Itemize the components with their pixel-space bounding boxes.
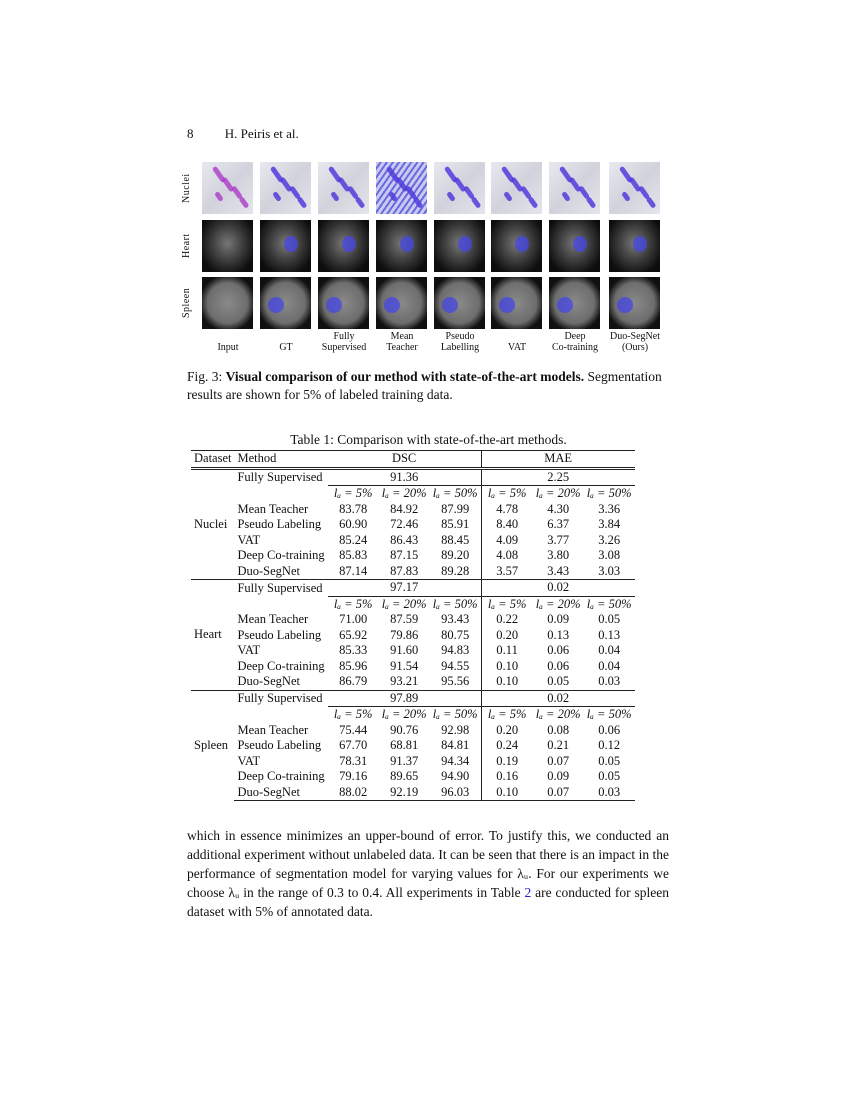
- metric-value: 91.37: [390, 753, 419, 768]
- metric-value: 3.57: [481, 564, 533, 580]
- metric-value: 0.10: [481, 659, 533, 675]
- metric-value: 89.65: [390, 769, 419, 784]
- fully-dsc: 97.89: [328, 690, 482, 707]
- metric-value: 0.06: [547, 643, 570, 658]
- method-blank: [234, 486, 327, 502]
- ratio-subheader-row: [191, 707, 635, 723]
- metric-value: 80.75: [441, 627, 470, 642]
- metric-value: 79.86: [390, 627, 419, 642]
- method-row: [191, 533, 635, 549]
- metric-value: 85.24: [339, 532, 368, 547]
- segmentation-image-heart-4: [434, 220, 485, 272]
- method-row: [191, 785, 635, 801]
- metric-value: 86.43: [390, 532, 419, 547]
- metric-value: 0.06: [547, 658, 570, 673]
- method-fully-supervised: Fully Supervised: [234, 690, 327, 707]
- segmentation-image-spleen-6: [549, 277, 600, 329]
- method-name: Duo-SegNet: [237, 563, 300, 578]
- metric-value: 71.00: [339, 612, 368, 627]
- segmentation-image-heart-6: [549, 220, 600, 272]
- metric-value: 0.09: [547, 612, 570, 627]
- metric-value: 87.15: [390, 548, 419, 563]
- segmentation-image-heart-0: [202, 220, 253, 272]
- metric-value: 4.08: [481, 548, 533, 564]
- method-name: Mean Teacher: [237, 722, 309, 737]
- segmentation-image-spleen-3: [376, 277, 427, 329]
- method-row: [191, 769, 635, 785]
- metric-value: 0.20: [481, 723, 533, 739]
- metric-value: 67.70: [339, 738, 368, 753]
- segmentation-image-nuclei-6: [549, 162, 600, 214]
- segmentation-image-spleen-5: [491, 277, 542, 329]
- column-label-6: Deep Co-training: [551, 331, 599, 353]
- method-name: Pseudo Labeling: [237, 517, 322, 532]
- caption-prefix: Fig. 3:: [187, 369, 226, 384]
- method-row: [191, 674, 635, 690]
- metric-value: 86.79: [339, 674, 368, 689]
- metric-value: 75.44: [339, 722, 368, 737]
- metric-value: 68.81: [390, 738, 419, 753]
- ratio-header: lₐ = 20%: [379, 596, 430, 612]
- metric-value: 3.84: [598, 517, 621, 532]
- metric-value: 92.19: [379, 785, 430, 801]
- method-blank: [234, 596, 327, 612]
- metric-value: 87.99: [441, 501, 470, 516]
- row-label-nuclei: Nuclei: [181, 173, 192, 203]
- segmentation-image-heart-5: [491, 220, 542, 272]
- column-label-4: Pseudo Labelling: [440, 331, 480, 353]
- ratio-header: lₐ = 20%: [533, 707, 584, 723]
- dataset-label-spleen: Spleen: [191, 690, 234, 801]
- metric-value: 0.06: [598, 722, 621, 737]
- metric-value: 89.28: [441, 563, 470, 578]
- ratio-header: lₐ = 50%: [430, 707, 482, 723]
- ratio-subheader-row: [191, 596, 635, 612]
- method-name: Mean Teacher: [237, 501, 309, 516]
- column-label-7: Duo-SegNet (Ours): [610, 331, 660, 353]
- method-row: [191, 659, 635, 675]
- metric-value: 93.21: [390, 674, 419, 689]
- segmentation-image-spleen-2: [318, 277, 369, 329]
- ratio-header: lₐ = 50%: [430, 486, 482, 502]
- column-label-3: Mean Teacher: [386, 331, 418, 353]
- metric-value: 92.98: [441, 722, 470, 737]
- metric-value: 85.96: [339, 658, 368, 673]
- metric-value: 94.34: [441, 753, 470, 768]
- method-name: Deep Co-training: [237, 658, 325, 673]
- metric-value: 3.08: [598, 548, 621, 563]
- ratio-header: lₐ = 5%: [481, 486, 533, 502]
- metric-value: 94.90: [441, 769, 470, 784]
- segmentation-image-spleen-4: [434, 277, 485, 329]
- metric-value: 88.02: [328, 785, 379, 801]
- metric-value: 93.43: [441, 612, 470, 627]
- metric-value: 95.56: [441, 674, 470, 689]
- metric-value: 3.36: [598, 501, 621, 516]
- method-name: Pseudo Labeling: [237, 738, 322, 753]
- dataset-label-heart: Heart: [191, 580, 234, 691]
- ratio-header: lₐ = 50%: [584, 707, 635, 723]
- fully-supervised-row: [191, 690, 635, 707]
- dataset-label-nuclei: Nuclei: [191, 468, 234, 580]
- figure-visual-comparison: [181, 160, 670, 360]
- metric-value: 0.24: [481, 738, 533, 754]
- metric-value: 0.03: [584, 785, 635, 801]
- fully-supervised-row: [191, 580, 635, 597]
- segmentation-image-nuclei-4: [434, 162, 485, 214]
- metric-value: 4.78: [481, 502, 533, 518]
- method-row: [191, 723, 635, 739]
- metric-value: 0.08: [547, 722, 570, 737]
- method-row: [191, 502, 635, 518]
- metric-value: 85.33: [339, 643, 368, 658]
- metric-value: 72.46: [390, 517, 419, 532]
- metric-value: 3.26: [598, 532, 621, 547]
- ratio-header: lₐ = 5%: [328, 707, 379, 723]
- metric-value: 0.07: [547, 753, 570, 768]
- metric-value: 0.07: [533, 785, 584, 801]
- metric-value: 60.90: [339, 517, 368, 532]
- metric-value: 78.31: [339, 753, 368, 768]
- table-reference-link[interactable]: 2: [524, 885, 532, 900]
- page-header: [187, 126, 299, 142]
- method-name: Deep Co-training: [237, 548, 325, 563]
- method-fully-supervised: Fully Supervised: [234, 468, 327, 486]
- metric-value: 83.78: [339, 501, 368, 516]
- metric-value: 0.04: [598, 658, 621, 673]
- method-row: [191, 564, 635, 580]
- metric-value: 87.14: [339, 563, 368, 578]
- results-table: [191, 450, 635, 801]
- method-name: VAT: [237, 532, 261, 547]
- fully-mae: 2.25: [481, 468, 635, 486]
- header-dsc: DSC: [328, 451, 482, 469]
- method-row: [191, 738, 635, 754]
- segmentation-image-heart-7: [609, 220, 660, 272]
- metric-value: 4.30: [547, 501, 570, 516]
- method-row: [191, 628, 635, 644]
- metric-value: 94.55: [441, 658, 470, 673]
- metric-value: 0.20: [481, 628, 533, 644]
- method-row: [191, 612, 635, 628]
- metric-value: 0.21: [547, 738, 570, 753]
- segmentation-image-spleen-0: [202, 277, 253, 329]
- metric-value: 96.03: [430, 785, 482, 801]
- metric-value: 0.05: [598, 612, 621, 627]
- method-name: Deep Co-training: [237, 769, 325, 784]
- ratio-header: lₐ = 20%: [533, 596, 584, 612]
- segmentation-image-spleen-1: [260, 277, 311, 329]
- metric-value: 0.13: [598, 627, 621, 642]
- method-row: [191, 517, 635, 533]
- metric-value: 0.13: [547, 627, 570, 642]
- segmentation-image-heart-3: [376, 220, 427, 272]
- column-label-5: VAT: [507, 342, 527, 353]
- table-title: Table 1: Comparison with state-of-the-art methods.: [290, 432, 567, 447]
- metric-value: 0.10: [481, 674, 533, 690]
- column-label-0: Input: [217, 342, 239, 353]
- metric-value: 0.10: [481, 785, 533, 801]
- method-name: Duo-SegNet: [237, 674, 300, 689]
- metric-value: 8.40: [481, 517, 533, 533]
- metric-value: 0.09: [547, 769, 570, 784]
- metric-value: 3.77: [547, 532, 570, 547]
- segmentation-image-heart-2: [318, 220, 369, 272]
- segmentation-image-nuclei-7: [609, 162, 660, 214]
- figure-caption: [187, 368, 667, 404]
- ratio-header: lₐ = 5%: [328, 596, 379, 612]
- metric-value: 85.83: [339, 548, 368, 563]
- ratio-header: lₐ = 5%: [481, 596, 533, 612]
- row-label-heart: Heart: [181, 233, 192, 259]
- method-fully-supervised: Fully Supervised: [234, 580, 327, 597]
- running-authors: H. Peiris et al.: [224, 126, 299, 141]
- metric-value: 0.05: [598, 753, 621, 768]
- row-label-spleen: Spleen: [181, 287, 192, 319]
- method-name: VAT: [237, 753, 261, 768]
- column-label-2: Fully Supervised: [321, 331, 367, 353]
- metric-value: 0.04: [598, 643, 621, 658]
- method-blank: [234, 707, 327, 723]
- method-row: [191, 548, 635, 564]
- ratio-header: lₐ = 5%: [481, 707, 533, 723]
- body-paragraph: [187, 826, 669, 921]
- method-name: Duo-SegNet: [234, 785, 327, 801]
- metric-value: 79.16: [339, 769, 368, 784]
- ratio-header: lₐ = 20%: [533, 486, 584, 502]
- metric-value: 3.80: [547, 548, 570, 563]
- caption-rest: Segmentation results are shown for 5% of labeled training data.: [187, 369, 662, 402]
- metric-value: 65.92: [339, 627, 368, 642]
- header-dataset: Dataset: [191, 451, 234, 469]
- metric-value: 91.54: [390, 658, 419, 673]
- metric-value: 0.05: [547, 674, 570, 689]
- method-name: Mean Teacher: [237, 612, 309, 627]
- table-header-row: [191, 451, 635, 469]
- metric-value: 88.45: [441, 532, 470, 547]
- metric-value: 87.83: [390, 563, 419, 578]
- metric-value: 0.05: [598, 769, 621, 784]
- fully-mae: 0.02: [481, 580, 635, 597]
- segmentation-image-nuclei-2: [318, 162, 369, 214]
- segmentation-image-nuclei-3: [376, 162, 427, 214]
- metric-value: 4.09: [481, 533, 533, 549]
- method-row: [191, 754, 635, 770]
- segmentation-image-spleen-7: [609, 277, 660, 329]
- fully-mae: 0.02: [481, 690, 635, 707]
- column-label-1: GT: [279, 342, 293, 353]
- fully-dsc: 97.17: [328, 580, 482, 597]
- metric-value: 91.60: [390, 643, 419, 658]
- method-row: [191, 643, 635, 659]
- method-name: Pseudo Labeling: [237, 627, 322, 642]
- ratio-header: lₐ = 5%: [328, 486, 379, 502]
- body-text-1: which in essence minimizes an upper-bound of error. To justify this, we conducted an additional experiment without unlabeled data. It can be seen that there is an impact in the performance of segmentation model for varying values for λᵤ. For our experiments we choose λᵤ in the range of 0.3 to 0.4. All experiments in Table: [187, 828, 669, 900]
- ratio-header: lₐ = 50%: [430, 596, 482, 612]
- metric-value: 87.59: [390, 612, 419, 627]
- metric-value: 0.16: [481, 769, 533, 785]
- metric-value: 85.91: [441, 517, 470, 532]
- caption-bold: Visual comparison of our method with state-of-the-art models.: [225, 369, 585, 384]
- page-number: 8: [187, 126, 194, 141]
- method-name: VAT: [237, 643, 261, 658]
- header-mae: MAE: [481, 451, 635, 469]
- metric-value: 0.19: [481, 754, 533, 770]
- metric-value: 6.37: [547, 517, 570, 532]
- fully-supervised-row: [191, 468, 635, 486]
- metric-value: 3.43: [547, 563, 570, 578]
- segmentation-image-heart-1: [260, 220, 311, 272]
- fully-dsc: 91.36: [328, 468, 482, 486]
- ratio-header: lₐ = 20%: [379, 707, 430, 723]
- metric-value: 84.81: [441, 738, 470, 753]
- metric-value: 0.22: [481, 612, 533, 628]
- metric-value: 0.03: [598, 674, 621, 689]
- ratio-subheader-row: [191, 486, 635, 502]
- ratio-header: lₐ = 50%: [584, 596, 635, 612]
- segmentation-image-nuclei-1: [260, 162, 311, 214]
- metric-value: 89.20: [441, 548, 470, 563]
- metric-value: 3.03: [598, 563, 621, 578]
- metric-value: 0.11: [481, 643, 533, 659]
- metric-value: 84.92: [390, 501, 419, 516]
- metric-value: 90.76: [390, 722, 419, 737]
- ratio-header: lₐ = 20%: [379, 486, 430, 502]
- segmentation-image-nuclei-5: [491, 162, 542, 214]
- metric-value: 94.83: [441, 643, 470, 658]
- ratio-header: lₐ = 50%: [584, 486, 635, 502]
- header-method: Method: [234, 451, 327, 469]
- body-text-2: are conducted for spleen dataset with 5% of annotated data.: [187, 885, 669, 919]
- segmentation-image-nuclei-0: [202, 162, 253, 214]
- metric-value: 0.12: [598, 738, 621, 753]
